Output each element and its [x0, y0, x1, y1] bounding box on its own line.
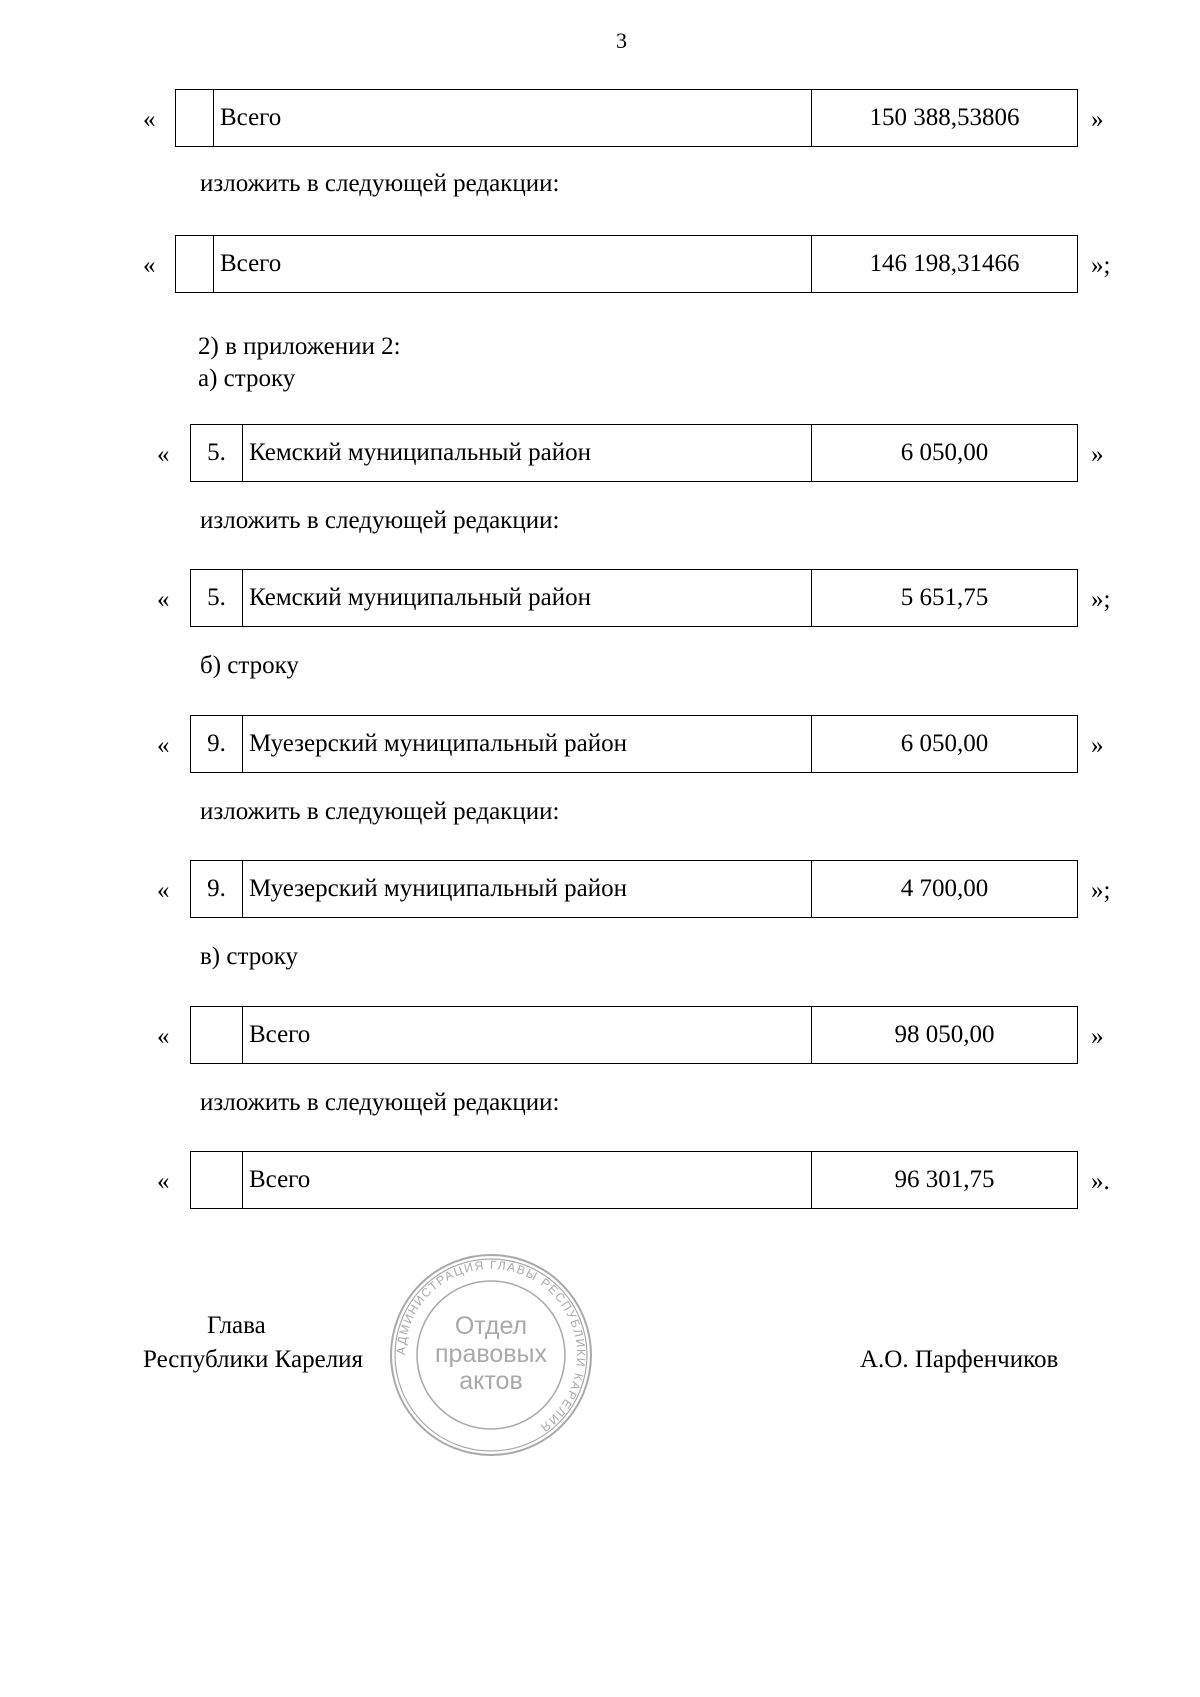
table-row [190, 860, 1078, 918]
row-name: Всего [220, 250, 282, 277]
row-value: 150 388,53806 [811, 90, 1077, 146]
row-number: 5. [191, 425, 243, 481]
row-label-c: в) строку [200, 943, 298, 970]
row-name: Всего [249, 1021, 311, 1048]
row-name: Муезерский муниципальный район [249, 730, 627, 757]
table-row [190, 1151, 1078, 1209]
row-value: 5 651,75 [811, 570, 1077, 626]
row-value: 98 050,00 [811, 1007, 1077, 1063]
row-name: Муезерский муниципальный район [249, 875, 627, 902]
edit-instruction: изложить в следующей редакции: [200, 507, 560, 534]
row-number [176, 236, 214, 292]
close-quote: »; [1091, 586, 1111, 613]
row-name: Всего [220, 104, 282, 131]
signature-title-org: Республики Карелия [143, 1346, 364, 1373]
row-name: Кемский муниципальный район [249, 584, 591, 611]
close-quote: » [1091, 106, 1104, 133]
signatory-name: А.О. Парфенчиков [860, 1346, 1059, 1373]
open-quote: « [157, 877, 170, 904]
open-quote: « [157, 732, 170, 759]
stamp-ring-text: АДМИНИСТРАЦИЯ ГЛАВЫ РЕСПУБЛИКИ КАРЕЛИЯ [393, 1257, 589, 1436]
row-value: 6 050,00 [811, 425, 1077, 481]
stamp-line-1: Отдел [454, 1312, 528, 1340]
row-number: 9. [191, 861, 243, 917]
close-quote: »; [1091, 877, 1111, 904]
open-quote: « [157, 1023, 170, 1050]
row-value: 6 050,00 [811, 716, 1077, 772]
page-number: 3 [616, 28, 627, 53]
table-row [190, 715, 1078, 773]
row-label-b: б) строку [200, 652, 299, 679]
signature-title: Глава [207, 1312, 266, 1339]
table-row [190, 569, 1078, 627]
table-row [175, 235, 1078, 293]
row-number: 5. [191, 570, 243, 626]
edit-instruction: изложить в следующей редакции: [200, 170, 560, 197]
row-value: 146 198,31466 [811, 236, 1077, 292]
row-name: Кемский муниципальный район [249, 439, 591, 466]
close-quote: ». [1091, 1168, 1110, 1195]
edit-instruction: изложить в следующей редакции: [200, 1089, 560, 1116]
row-number [191, 1007, 243, 1063]
close-quote: » [1091, 441, 1104, 468]
stamp-line-2: правовых [435, 1340, 547, 1368]
close-quote: »; [1091, 252, 1111, 279]
table-row [190, 424, 1078, 482]
appendix-heading: 2) в приложении 2: [198, 333, 401, 360]
table-row [190, 1006, 1078, 1064]
row-value: 4 700,00 [811, 861, 1077, 917]
official-stamp [388, 1252, 594, 1458]
edit-instruction: изложить в следующей редакции: [200, 798, 560, 825]
row-label-a: а) строку [198, 365, 296, 392]
row-number [191, 1152, 243, 1208]
row-value: 96 301,75 [811, 1152, 1077, 1208]
row-name: Всего [249, 1166, 311, 1193]
open-quote: « [157, 441, 170, 468]
row-number [176, 90, 214, 146]
open-quote: « [157, 1168, 170, 1195]
row-number: 9. [191, 716, 243, 772]
open-quote: « [157, 586, 170, 613]
open-quote: « [143, 252, 156, 279]
close-quote: » [1091, 732, 1104, 759]
open-quote: « [143, 106, 156, 133]
close-quote: » [1091, 1023, 1104, 1050]
stamp-line-3: актов [459, 1367, 523, 1395]
table-row [175, 89, 1078, 147]
